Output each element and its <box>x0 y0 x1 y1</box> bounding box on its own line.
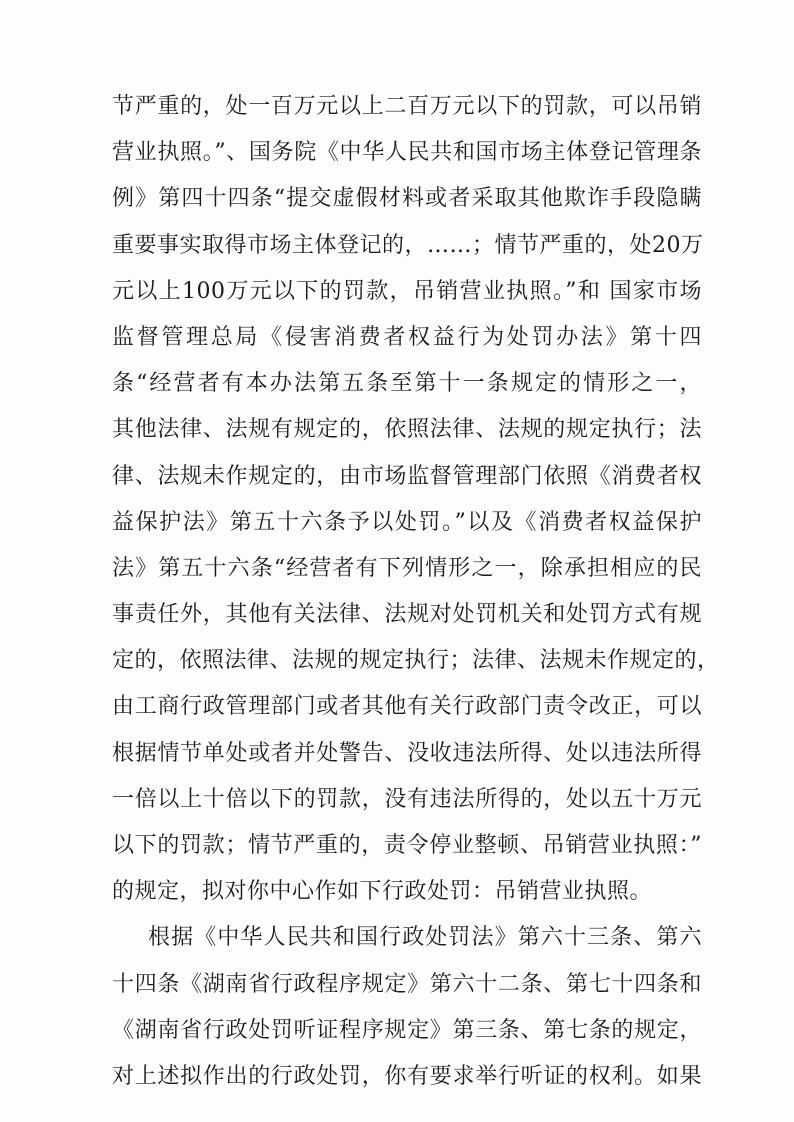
text-line-6: 监督管理总局《侵害消费者权益行为处罚办法》第十四 <box>112 324 702 350</box>
text-line-11: 法》第五十六条“经营者有下列情形之一，除承担相应的民 <box>112 555 702 581</box>
text-line-18: 的规定，拟对你中心作如下行政处罚：吊销营业执照。 <box>112 879 653 905</box>
text-line-9: 律、法规未作规定的，由市场监督管理部门依照《消费者权 <box>112 463 702 489</box>
text-line-5: 元以上100万元以下的罚款，吊销营业执照。”和 国家市场 <box>112 278 702 304</box>
text-line-10: 益保护法》第五十六条予以处罚。”以及《消费者权益保护 <box>112 509 702 535</box>
text-line-19: 根据《中华人民共和国行政处罚法》第六十三条、第六 <box>148 925 702 951</box>
text-line-2: 营业执照。”、国务院《中华人民共和国市场主体登记管理条 <box>112 140 702 166</box>
text-line-7: 条“经营者有本办法第五条至第十一条规定的情形之一， <box>112 371 702 397</box>
text-line-4: 重要事实取得市场主体登记的，……；情节严重的，处20万 <box>112 232 704 258</box>
text-line-8: 其他法律、法规有规定的，依照法律、法规的规定执行；法 <box>112 417 702 443</box>
text-line-21: 《湖南省行政处罚听证程序规定》第三条、第七条的规定， <box>112 1017 702 1043</box>
text-line-3: 例》第四十四条“提交虚假材料或者采取其他欺诈手段隐瞒 <box>112 186 702 212</box>
body-text <box>112 84 720 1100</box>
text-line-16: 一倍以上十倍以下的罚款，没有违法所得的，处以五十万元 <box>112 786 702 812</box>
text-line-12: 事责任外，其他有关法律、法规对处罚机关和处罚方式有规 <box>112 602 702 628</box>
text-line-15: 根据情节单处或者并处警告、没收违法所得、处以违法所得 <box>112 740 702 766</box>
text-line-1: 节严重的，处一百万元以上二百万元以下的罚款，可以吊销 <box>112 94 702 119</box>
text-line-13: 定的，依照法律、法规的规定执行；法律、法规未作规定的， <box>112 648 720 674</box>
text-line-17: 以下的罚款；情节严重的，责令停业整顿、吊销营业执照：” <box>112 833 702 858</box>
text-line-22: 对上述拟作出的行政处罚，你有要求举行听证的权利。如果 <box>112 1063 702 1089</box>
text-line-14: 由工商行政管理部门或者其他有关行政部门责令改正，可以 <box>112 694 702 720</box>
text-line-20: 十四条《湖南省行政程序规定》第六十二条、第七十四条和 <box>112 971 702 997</box>
